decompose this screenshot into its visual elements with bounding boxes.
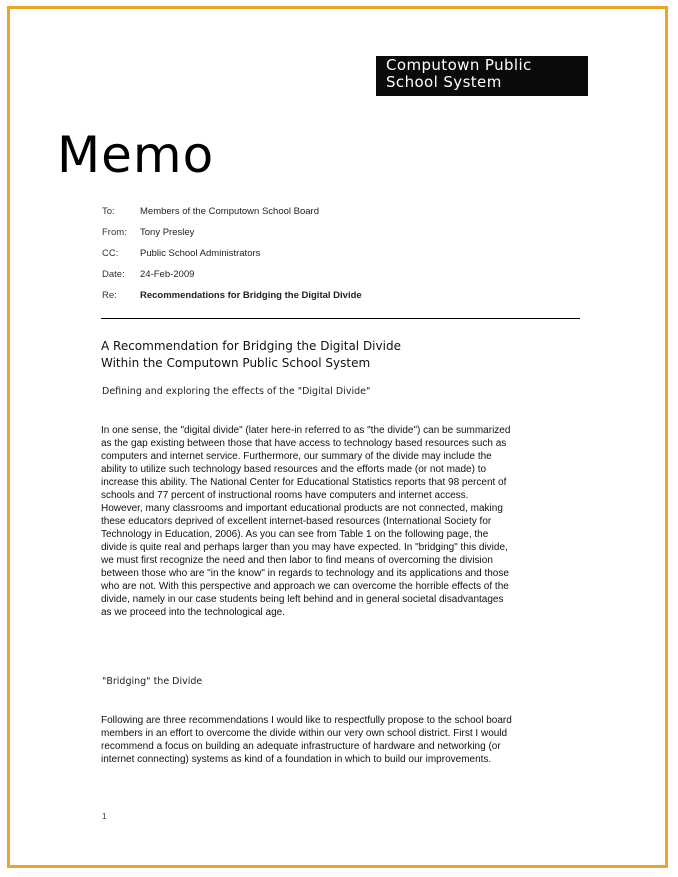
paragraph-1-line: However, many classrooms and important educational products are not connected, making bbox=[101, 503, 503, 514]
logo-line-1: Computown Public bbox=[386, 56, 532, 74]
paragraph-1-line: computers and internet service. Furthermore, our summary of the divide may include the bbox=[101, 451, 492, 462]
paragraph-2-line: members in an effort to overcome the divide within our very own school district. First I would bbox=[101, 728, 508, 739]
header-date bbox=[102, 269, 194, 281]
paragraph-1-line: as we proceed into the technological age. bbox=[101, 607, 286, 618]
header-from bbox=[102, 227, 194, 239]
subheading-defining: Defining and exploring the effects of the "Digital Divide" bbox=[102, 386, 371, 397]
to-value: Members of the Computown School Board bbox=[140, 206, 320, 217]
paragraph-1-line: between those who are "in the know" in regards to technology and its applications and those bbox=[101, 568, 509, 579]
date-label: Date: bbox=[102, 269, 125, 280]
paragraph-1-line: these educators deprived of excellent internet-based resources (International Society for bbox=[101, 516, 492, 527]
paragraph-1-line: In one sense, the "digital divide" (later here-in referred to as "the divide") can be summarized bbox=[101, 425, 511, 436]
paragraph-1-line: divide, namely in our case students being left behind and in general societal disadvantages bbox=[101, 594, 504, 605]
re-label: Re: bbox=[102, 290, 117, 301]
header-to bbox=[102, 206, 319, 218]
paragraph-1-line: who are not. With this perspective and approach we can overcome the horrible effects of the bbox=[101, 581, 509, 592]
cc-label: CC: bbox=[102, 248, 119, 259]
from-label: From: bbox=[102, 227, 127, 238]
paragraph-1 bbox=[101, 424, 579, 619]
header-divider bbox=[101, 318, 580, 319]
organization-logo bbox=[376, 56, 588, 96]
re-value: Recommendations for Bridging the Digital Divide bbox=[140, 290, 362, 301]
logo-line-2: School System bbox=[386, 73, 502, 91]
memo-title: Memo bbox=[57, 126, 215, 184]
page-number: 1 bbox=[102, 812, 107, 821]
paragraph-2 bbox=[101, 714, 579, 766]
paragraph-1-line: as the gap existing between those that have access to technology based resources such as bbox=[101, 438, 507, 449]
paragraph-2-line: recommend a focus on building an adequate infrastructure of hardware and networking (or bbox=[101, 741, 501, 752]
date-value: 24-Feb-2009 bbox=[140, 269, 195, 280]
paragraph-2-line: internet connecting) systems as kind of a foundation in which to build our improvements. bbox=[101, 754, 492, 765]
paragraph-1-line: we must first recognize the need and then labor to find means of overcoming the division bbox=[101, 555, 493, 566]
to-label: To: bbox=[102, 206, 115, 217]
paragraph-1-line: Technology in Education, 2006). As you can see from Table 1 on the following page, the bbox=[101, 529, 489, 540]
subheading-bridging: "Bridging" the Divide bbox=[102, 676, 203, 687]
paragraph-1-line: divide is quite real and perhaps larger than you may have expected. In "bridging" this divide, bbox=[101, 542, 508, 553]
paragraph-1-line: ability to utilize such technology based resources and the efforts made (or not made) to bbox=[101, 464, 487, 475]
header-re bbox=[102, 290, 362, 302]
paragraph-2-line: Following are three recommendations I would like to respectfully propose to the school board bbox=[101, 715, 512, 726]
section-title bbox=[101, 338, 581, 372]
paragraph-1-line: increase this ability. The National Center for Educational Statistics reports that 98 percent of bbox=[101, 477, 507, 488]
section-title-line-1: A Recommendation for Bridging the Digital Divide bbox=[101, 339, 401, 353]
from-value: Tony Presley bbox=[140, 227, 195, 238]
header-cc bbox=[102, 248, 260, 260]
paragraph-1-line: schools and 77 percent of instructional rooms have computers and internet access. bbox=[101, 490, 469, 501]
section-title-line-2: Within the Computown Public School System bbox=[101, 356, 371, 370]
cc-value: Public School Administrators bbox=[140, 248, 261, 259]
